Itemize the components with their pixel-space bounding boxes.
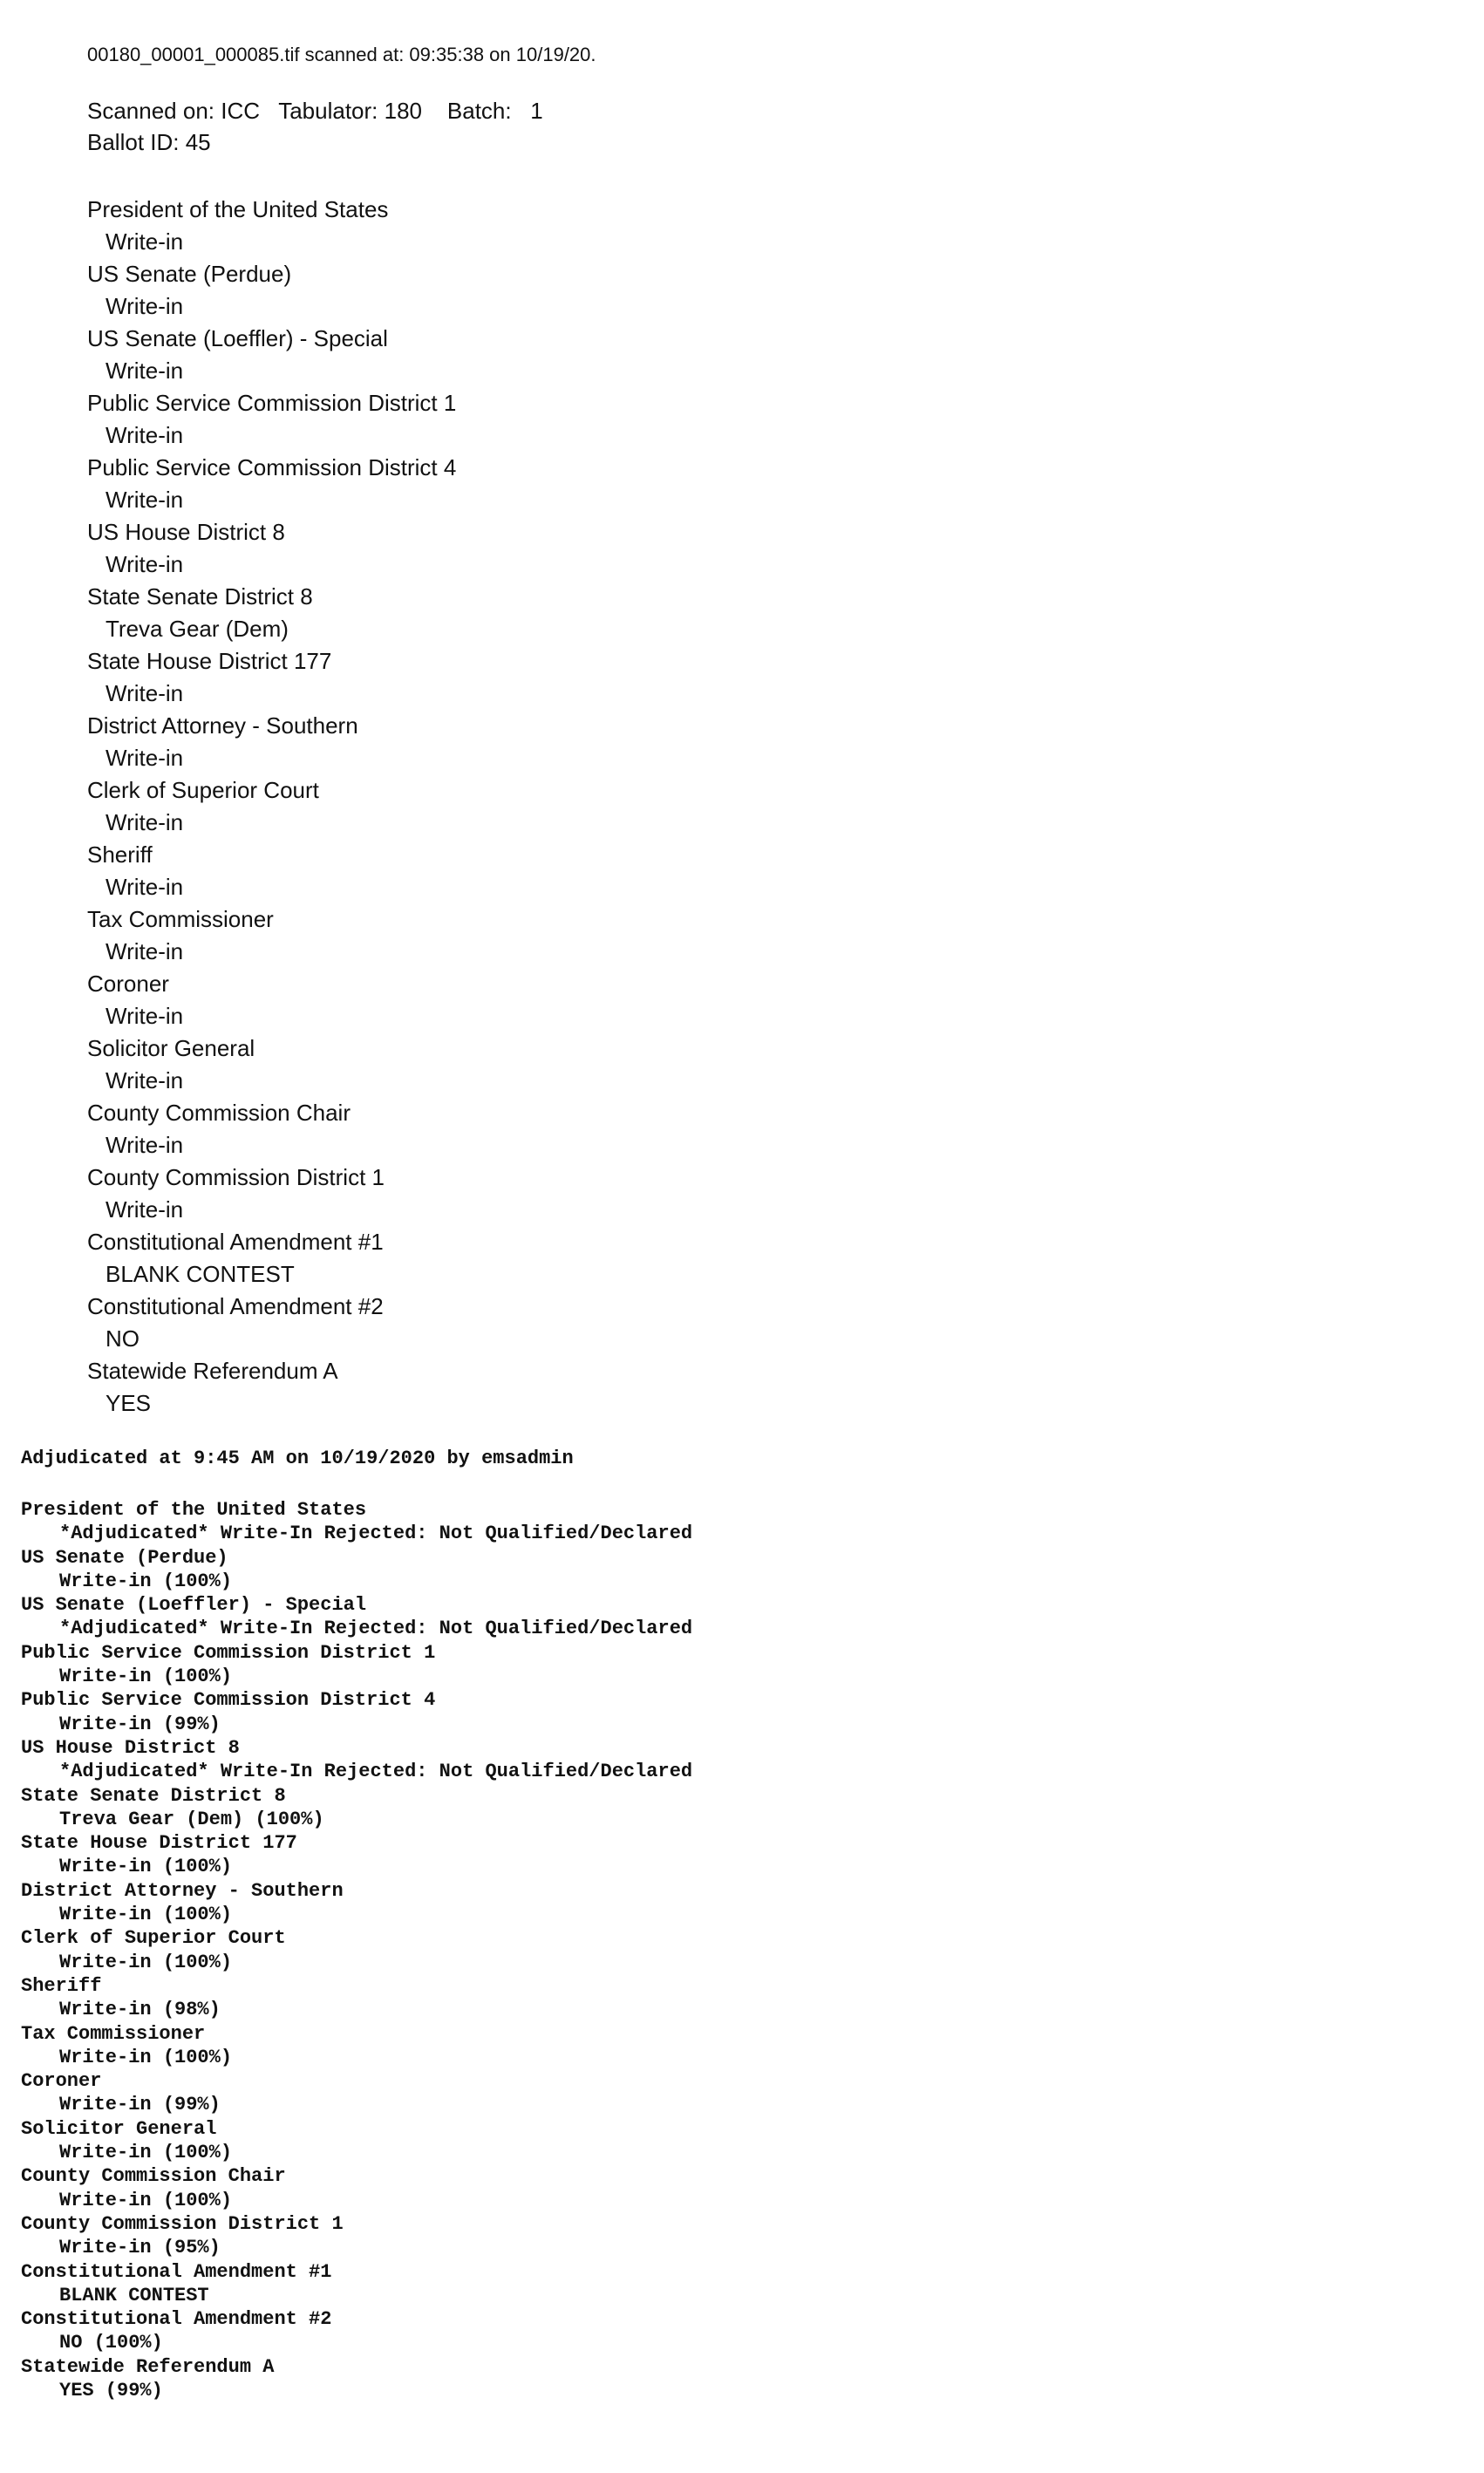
- contest-choice: YES: [106, 1390, 152, 1416]
- adjudicated-contest-result: Write-in (99%): [59, 1713, 221, 1735]
- adjudicated-contest-result: BLANK CONTEST: [59, 2284, 209, 2306]
- contest-name: US Senate (Loeffler) - Special: [87, 325, 388, 351]
- contest-name: District Attorney - Southern: [87, 712, 358, 739]
- scan-info-line: Scanned on: ICC Tabulator: 180 Batch: 1: [87, 98, 543, 124]
- adjudicated-contest-result: *Adjudicated* Write-In Rejected: Not Qualified/Declared: [59, 1618, 693, 1640]
- adjudicated-contest-result: Write-in (100%): [59, 1904, 233, 1926]
- contest-choice: Write-in: [106, 1132, 184, 1158]
- ballot-id-line: Ballot ID: 45: [87, 129, 211, 155]
- adjudicated-contest-result: Write-in (100%): [59, 2189, 233, 2211]
- contest-name: Statewide Referendum A: [87, 1358, 338, 1384]
- contest-choice: Write-in: [106, 680, 184, 706]
- adjudicated-contest-name: Statewide Referendum A: [21, 2355, 275, 2378]
- adjudicated-contest-name: Constitutional Amendment #2: [21, 2308, 332, 2331]
- adjudicated-contest-result: Write-in (99%): [59, 2094, 221, 2116]
- adjudicated-contest-result: Write-in (100%): [59, 2046, 233, 2068]
- contest-choice: Write-in: [106, 809, 184, 835]
- adjudicated-contest-result: Write-in (98%): [59, 1999, 221, 2021]
- contest-choice: Write-in: [106, 745, 184, 771]
- adjudication-results-list: [21, 1498, 692, 2402]
- adjudicated-contest-name: Solicitor General: [21, 2117, 217, 2140]
- contest-choice: BLANK CONTEST: [106, 1261, 295, 1287]
- adjudicated-contest-name: Sheriff: [21, 1974, 102, 1997]
- contest-name: State Senate District 8: [87, 583, 313, 610]
- adjudicated-contest-result: Write-in (95%): [59, 2237, 221, 2259]
- adjudicated-contest-result: Write-in (100%): [59, 2142, 233, 2164]
- contest-name: Sheriff: [87, 841, 153, 868]
- adjudicated-contest-name: US House District 8: [21, 1736, 240, 1759]
- scan-file-line: 00180_00001_000085.tif scanned at: 09:35:38 on 10/19/20.: [87, 44, 596, 65]
- contest-choice: Write-in: [106, 874, 184, 900]
- adjudicated-contest-result: Write-in (100%): [59, 1666, 233, 1688]
- contest-name: Coroner: [87, 971, 169, 997]
- contest-choice: Write-in: [106, 1196, 184, 1223]
- contest-choice: Write-in: [106, 938, 184, 964]
- contest-name: US House District 8: [87, 519, 285, 545]
- contest-name: County Commission District 1: [87, 1164, 385, 1190]
- contest-name: Tax Commissioner: [87, 906, 274, 932]
- adjudicated-contest-result: Treva Gear (Dem) (100%): [59, 1808, 324, 1830]
- adjudicated-contest-name: US Senate (Perdue): [21, 1546, 228, 1569]
- contest-choice: Treva Gear (Dem): [106, 616, 289, 642]
- adjudicated-contest-name: County Commission Chair: [21, 2165, 286, 2188]
- adjudication-title: Adjudicated at 9:45 AM on 10/19/2020 by emsadmin: [21, 1448, 574, 1469]
- contest-choice: Write-in: [106, 358, 184, 384]
- adjudicated-contest-name: State House District 177: [21, 1832, 297, 1855]
- ballot-choices-list: [87, 194, 456, 1420]
- contest-name: State House District 177: [87, 648, 332, 674]
- contest-name: Public Service Commission District 1: [87, 390, 457, 416]
- contest-name: Solicitor General: [87, 1035, 255, 1061]
- adjudicated-contest-result: *Adjudicated* Write-In Rejected: Not Qualified/Declared: [59, 1761, 693, 1783]
- contest-choice: NO: [106, 1325, 140, 1352]
- contest-name: Clerk of Superior Court: [87, 777, 319, 803]
- contest-choice: Write-in: [106, 1067, 184, 1093]
- adjudicated-contest-name: County Commission District 1: [21, 2212, 344, 2235]
- contest-name: Public Service Commission District 4: [87, 454, 457, 480]
- adjudicated-contest-name: Coroner: [21, 2070, 102, 2093]
- contest-choice: Write-in: [106, 487, 184, 513]
- contest-name: County Commission Chair: [87, 1100, 351, 1126]
- contest-name: US Senate (Perdue): [87, 261, 292, 287]
- adjudicated-contest-name: State Senate District 8: [21, 1784, 286, 1807]
- adjudicated-contest-result: NO (100%): [59, 2332, 163, 2354]
- contest-name: President of the United States: [87, 196, 389, 222]
- adjudicated-contest-result: *Adjudicated* Write-In Rejected: Not Qualified/Declared: [59, 1523, 693, 1545]
- adjudicated-contest-name: President of the United States: [21, 1499, 367, 1521]
- adjudicated-contest-result: Write-in (100%): [59, 1856, 233, 1878]
- adjudicated-contest-name: US Senate (Loeffler) - Special: [21, 1594, 367, 1617]
- adjudicated-contest-name: Public Service Commission District 4: [21, 1689, 436, 1712]
- contest-choice: Write-in: [106, 551, 184, 577]
- adjudicated-contest-name: Tax Commissioner: [21, 2022, 206, 2045]
- contest-choice: Write-in: [106, 228, 184, 255]
- contest-name: Constitutional Amendment #1: [87, 1229, 384, 1255]
- adjudicated-contest-result: Write-in (100%): [59, 1570, 233, 1592]
- adjudicated-contest-name: Clerk of Superior Court: [21, 1927, 286, 1950]
- adjudicated-contest-result: Write-in (100%): [59, 1951, 233, 1973]
- contest-choice: Write-in: [106, 1003, 184, 1029]
- adjudicated-contest-result: YES (99%): [59, 2379, 163, 2401]
- adjudicated-contest-name: Public Service Commission District 1: [21, 1641, 436, 1664]
- adjudicated-contest-name: District Attorney - Southern: [21, 1879, 344, 1902]
- contest-choice: Write-in: [106, 293, 184, 319]
- adjudicated-contest-name: Constitutional Amendment #1: [21, 2260, 332, 2283]
- contest-choice: Write-in: [106, 422, 184, 448]
- contest-name: Constitutional Amendment #2: [87, 1293, 384, 1319]
